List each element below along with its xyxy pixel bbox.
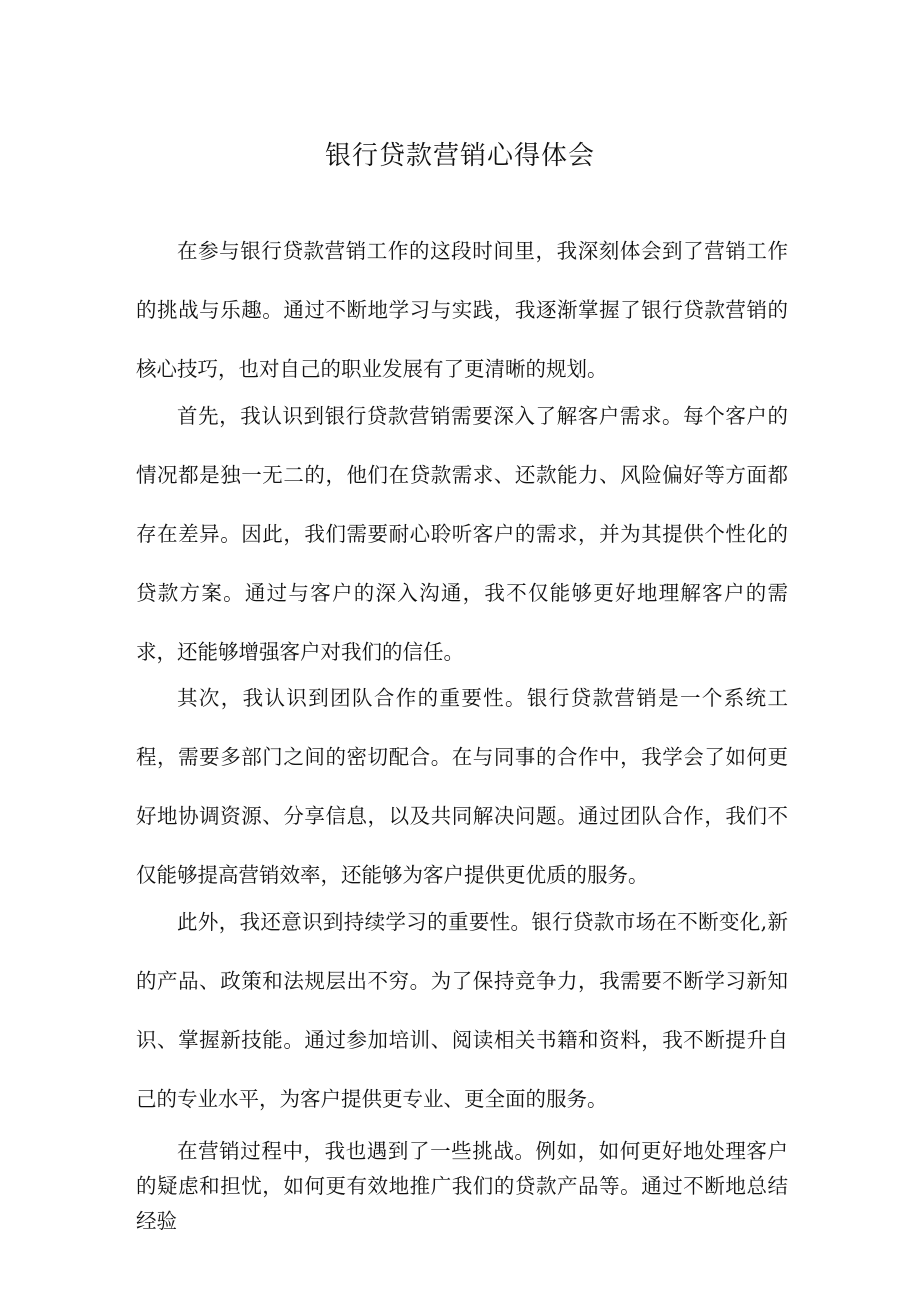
paragraph-intro: 在参与银行贷款营销工作的这段时间里，我深刻体会到了营销工作的挑战与乐趣。通过不断地学习与实践，我逐渐掌握了银行贷款营销的核心技巧，也对自己的职业发展有了更清晰的规划。 bbox=[136, 239, 788, 381]
paragraph-teamwork: 其次，我认识到团队合作的重要性。银行贷款营销是一个系统工程，需要多部门之间的密切配合。在与同事的合作中，我学会了如何更好地协调资源、分享信息，以及共同解决问题。通过团队合作，我们不仅能够提高营销效率，还能够为客户提供更优质的服务。 bbox=[136, 686, 788, 887]
paragraph-customer-needs: 首先，我认识到银行贷款营销需要深入了解客户需求。每个客户的情况都是独一无二的，他们在贷款需求、还款能力、风险偏好等方面都存在差异。因此，我们需要耐心聆听客户的需求，并为其提供个性化的贷款方案。通过与客户的深入沟通，我不仅能够更好地理解客户的需求，还能够增强客户对我们的信任。 bbox=[136, 404, 788, 664]
paragraph-continuous-learning: 此外，我还意识到持续学习的重要性。银行贷款市场在不断变化,新的产品、政策和法规层出不穷。为了保持竞争力，我需要不断学习新知识、掌握新技能。通过参加培训、阅读相关书籍和资料，我不断提升自己的专业水平，为客户提供更专业、更全面的服务。 bbox=[136, 910, 788, 1111]
paragraph-challenges: 在营销过程中，我也遇到了一些挑战。例如，如何更好地处理客户的疑虑和担忧，如何更有效地推广我们的贷款产品等。通过不断地总结经验 bbox=[136, 1139, 788, 1233]
document-title: 银行贷款营销心得体会 bbox=[324, 141, 595, 171]
